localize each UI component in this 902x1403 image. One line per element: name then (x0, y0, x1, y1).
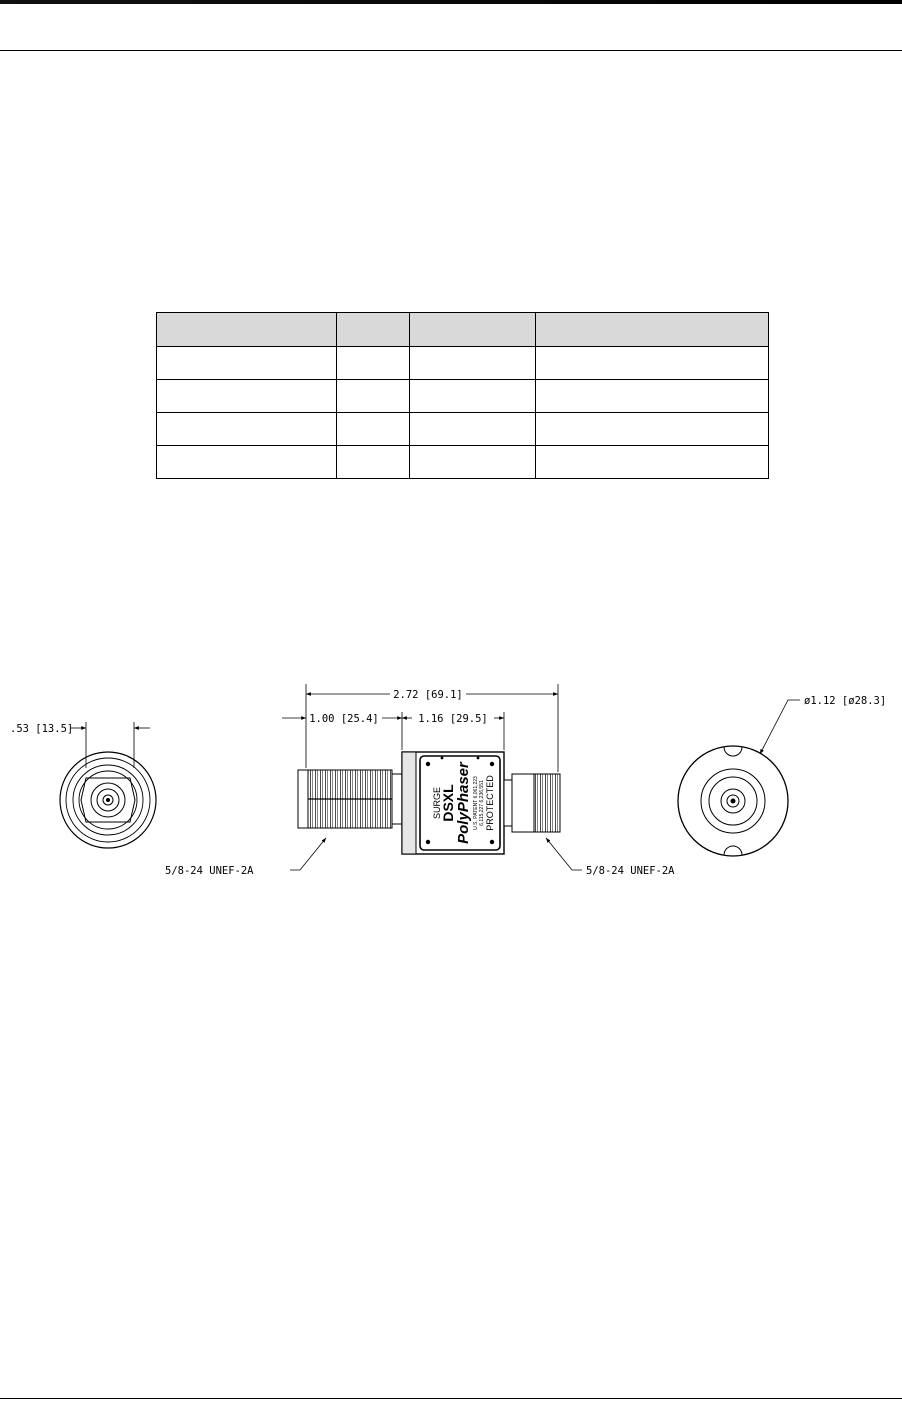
table-row (157, 446, 769, 479)
table-header-row (157, 313, 769, 347)
right-end-view (678, 746, 788, 856)
header-rule-thick (0, 0, 902, 4)
table-row (157, 413, 769, 446)
body-label-surge: SURGE (432, 786, 442, 820)
body-label-protected: PROTECTED (485, 775, 495, 831)
footer-rule (0, 1398, 902, 1399)
table-header-cell (337, 313, 410, 347)
spec-table (156, 312, 769, 479)
polyphaser-logo: PolyPhaser (455, 762, 472, 844)
body-label-patent: U.S. PATENT 6,061,223 (473, 776, 479, 830)
table-header-cell (157, 313, 337, 347)
left-end-view (60, 752, 156, 848)
body-label-patent-numbers: 6,115,227 6,236,551 (479, 780, 485, 826)
header-rule-thin (0, 50, 902, 51)
table-row (157, 347, 769, 380)
flange-diameter-leader (760, 700, 800, 754)
left-connector (298, 770, 402, 828)
connector-length-label: 1.00 [25.4] (309, 713, 379, 725)
table-header-cell (410, 313, 536, 347)
dimension-drawing (0, 670, 902, 890)
surge-body (402, 752, 504, 854)
flange-diameter-label: ø1.12 [ø28.3] (804, 695, 887, 707)
body-length-label: 1.16 [29.5] (418, 713, 488, 725)
table-header-cell (536, 313, 769, 347)
left-thread-label: 5/8-24 UNEF-2A (165, 865, 254, 877)
face-diameter-dimension (70, 722, 150, 768)
body-label-model: DSXL (440, 784, 456, 822)
face-diameter-label: .53 [13.5] (10, 723, 74, 735)
right-thread-label: 5/8-24 UNEF-2A (586, 865, 675, 877)
overall-length-label: 2.72 [69.1] (393, 689, 463, 701)
right-connector (504, 774, 560, 832)
table-row (157, 380, 769, 413)
